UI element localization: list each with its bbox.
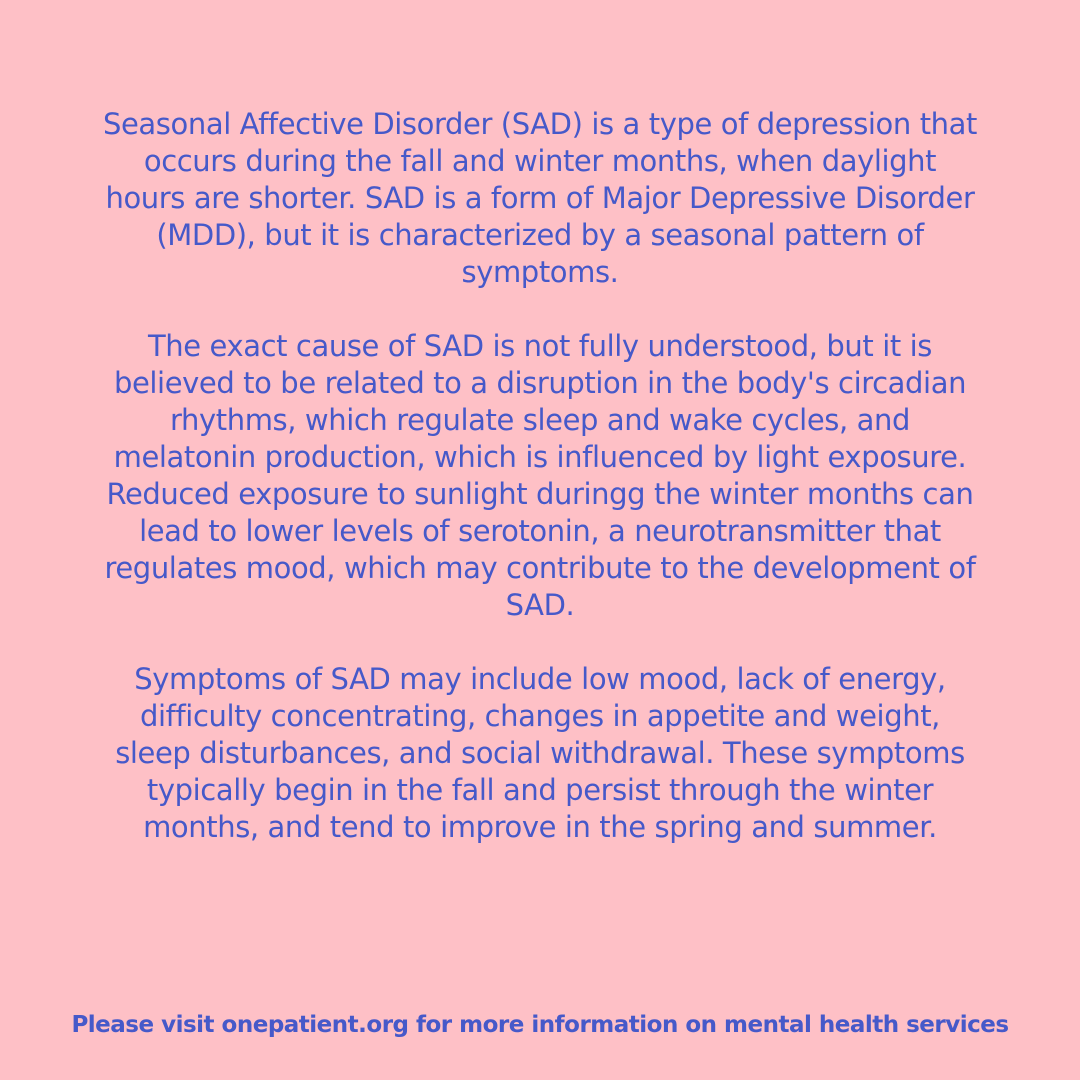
footer-call-to-action: Please visit onepatient.org for more information on mental health services xyxy=(71,1012,1009,1038)
paragraph-definition: Seasonal Affective Disorder (SAD) is a type of depression that occurs during the fall and winter months, when daylight hours are shorter. SAD is a form of Major Depressive Disorder (MDD), but it is characterized by a seasonal pattern of symptoms. xyxy=(102,107,977,289)
paragraph-symptoms: Symptoms of SAD may include low mood, lack of energy, difficulty concentrating, changes in appetite and weight, sleep disturbances, and social withdrawal. These symptoms typically begin in the fall and persist through the winter months, and tend to improve in the spring and summer. xyxy=(115,662,965,844)
body-text xyxy=(100,106,980,846)
paragraph-cause: The exact cause of SAD is not fully understood, but it is believed to be related to a disruption in the body's circadian rhythms, which regulate sleep and wake cycles, and melatonin production, which is influenced by light exposure. Reduced exposure to sunlight duringg the winter months can lead to lower levels of serotonin, a neurotransmitter that regulates mood, which may contribute to the development of SAD. xyxy=(104,329,976,622)
